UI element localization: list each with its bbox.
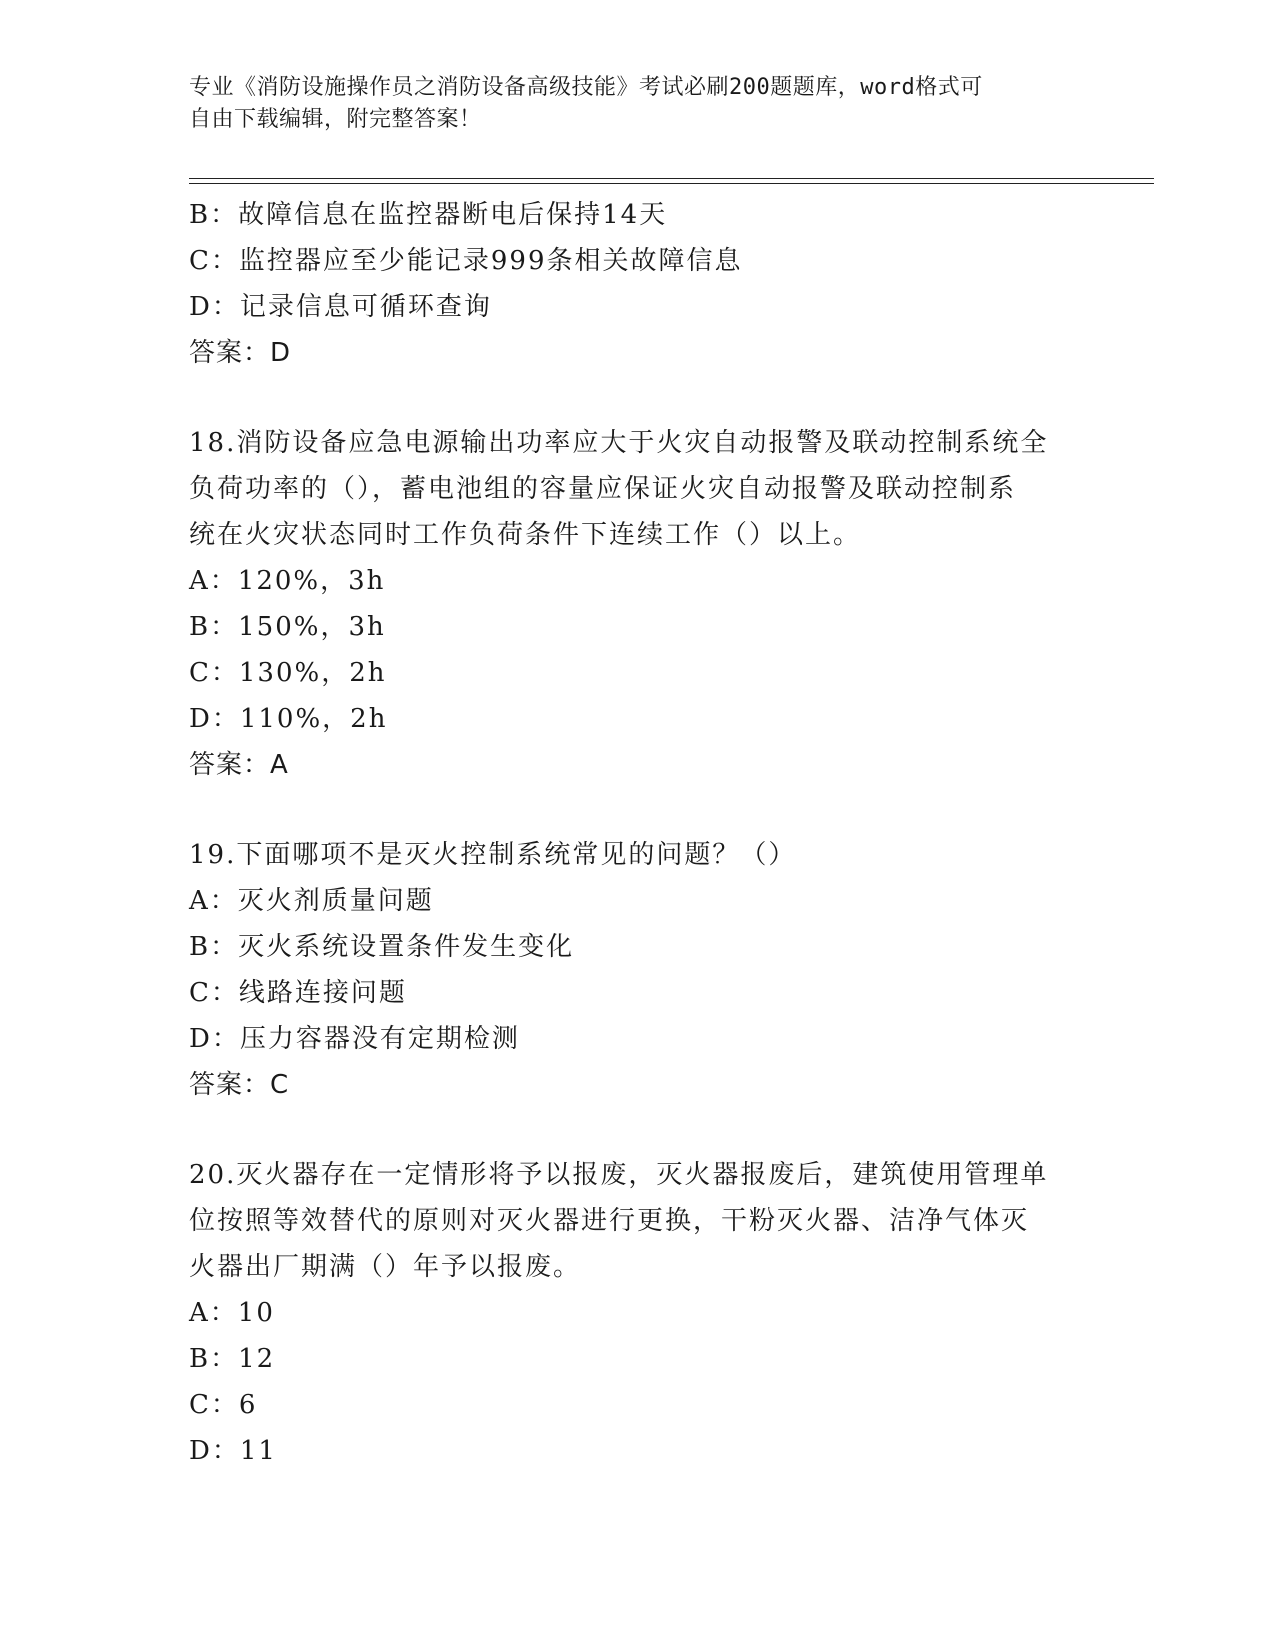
question-stem: 位按照等效替代的原则对灭火器进行更换，干粉灭火器、洁净气体灭 — [189, 1206, 1030, 1236]
option-a: A：120%，3h — [189, 566, 386, 596]
option-c: C：6 — [189, 1390, 258, 1420]
question-stem: 火器出厂期满（）年予以报废。 — [189, 1252, 582, 1282]
question-18 — [189, 420, 1089, 788]
option-d: D：记录信息可循环查询 — [189, 292, 492, 322]
option-a: A：10 — [189, 1298, 275, 1328]
option-d: D：压力容器没有定期检测 — [189, 1024, 520, 1054]
question-stem: 19.下面哪项不是灭火控制系统常见的问题？（） — [189, 840, 797, 870]
answer: 答案：D — [189, 338, 292, 368]
question-stem: 20.灭火器存在一定情形将予以报废，灭火器报废后，建筑使用管理单 — [189, 1160, 1049, 1190]
question-list — [189, 192, 1089, 1474]
question-stem: 18.消防设备应急电源输出功率应大于火灾自动报警及联动控制系统全 — [189, 428, 1049, 458]
option-c: C：线路连接问题 — [189, 978, 407, 1008]
answer: 答案：C — [189, 1070, 290, 1100]
option-a: A：灭火剂质量问题 — [189, 886, 434, 916]
header-divider-bottom — [189, 183, 1154, 184]
question-20 — [189, 1152, 1089, 1474]
question-17-tail — [189, 192, 1089, 376]
header-divider-top — [189, 178, 1154, 179]
header-line-2: 自由下载编辑，附完整答案！ — [189, 107, 482, 132]
document-header — [189, 72, 1069, 136]
option-c: C：监控器应至少能记录999条相关故障信息 — [189, 246, 743, 276]
option-b: B：故障信息在监控器断电后保持14天 — [189, 200, 668, 230]
option-c: C：130%，2h — [189, 658, 387, 688]
option-b: B：12 — [189, 1344, 276, 1374]
option-d: D：11 — [189, 1436, 277, 1466]
question-19 — [189, 832, 1089, 1108]
header-line-1: 专业《消防设施操作员之消防设备高级技能》考试必刷200题题库，word格式可 — [189, 75, 983, 100]
option-b: B：灭火系统设置条件发生变化 — [189, 932, 575, 962]
option-d: D：110%，2h — [189, 704, 388, 734]
question-stem: 统在火灾状态同时工作负荷条件下连续工作（）以上。 — [189, 520, 862, 550]
answer: 答案：A — [189, 750, 289, 780]
option-b: B：150%，3h — [189, 612, 386, 642]
question-stem: 负荷功率的（），蓄电池组的容量应保证火灾自动报警及联动控制系 — [189, 474, 1017, 504]
